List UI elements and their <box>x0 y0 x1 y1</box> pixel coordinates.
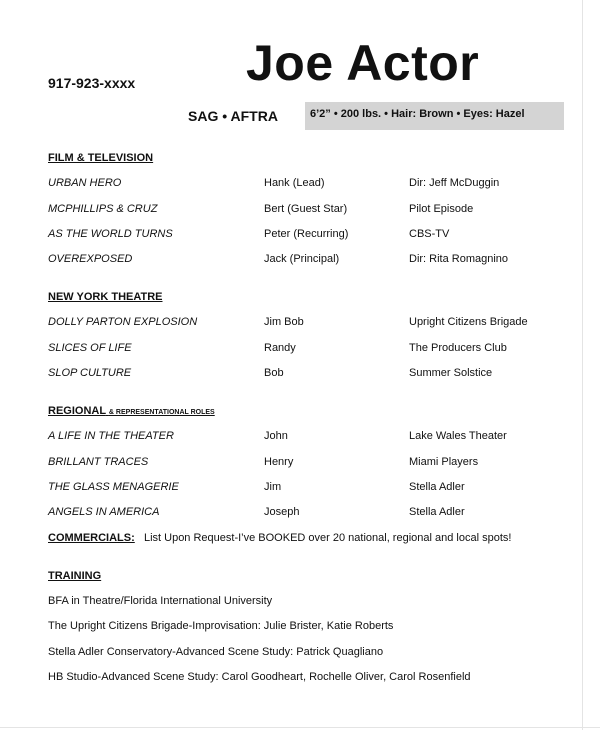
training-item: Stella Adler Conservatory-Advanced Scene Study: Patrick Quagliano <box>48 646 384 658</box>
credit-role: Henry <box>264 456 294 468</box>
credit-role: Bob <box>264 367 284 379</box>
credit-title: BRILLANT TRACES <box>48 456 149 468</box>
section-heading-ny-theatre: NEW YORK THEATRE <box>48 291 163 303</box>
commercials-line <box>48 532 511 544</box>
regional-heading-label: REGIONAL <box>48 405 106 417</box>
training-item: The Upright Citizens Brigade-Improvisation: Julie Brister, Katie Roberts <box>48 620 394 632</box>
credit-role: Hank (Lead) <box>264 177 325 189</box>
credit-title: AS THE WORLD TURNS <box>48 228 173 240</box>
section-heading-training: TRAINING <box>48 570 102 582</box>
credit-title: ANGELS IN AMERICA <box>48 506 160 518</box>
credit-title: THE GLASS MENAGERIE <box>48 481 179 493</box>
credit-role: Peter (Recurring) <box>264 228 349 240</box>
credit-detail: CBS-TV <box>409 228 450 240</box>
credit-detail: Dir: Rita Romagnino <box>409 253 509 265</box>
credit-role: Jack (Principal) <box>264 253 340 265</box>
credit-role: Randy <box>264 342 296 354</box>
phone-number: 917-923-xxxx <box>48 75 136 91</box>
table-row <box>0 367 600 383</box>
stats-box <box>305 102 564 130</box>
regional-subheading: & REPRESENTATIONAL ROLES <box>108 409 215 416</box>
section-heading-regional <box>48 405 215 417</box>
credit-title: SLICES OF LIFE <box>48 342 132 354</box>
credit-detail: Upright Citizens Brigade <box>409 316 528 328</box>
credit-detail: Summer Solstice <box>409 367 493 379</box>
actor-name: Joe Actor <box>246 35 480 91</box>
credit-title: DOLLY PARTON EXPLOSION <box>48 316 198 328</box>
table-row <box>0 316 600 332</box>
credit-detail: Lake Wales Theater <box>409 430 507 442</box>
credit-role: Bert (Guest Star) <box>264 203 348 215</box>
table-row <box>0 456 600 472</box>
credit-detail: Stella Adler <box>409 481 465 493</box>
table-row <box>0 203 600 219</box>
table-row <box>0 481 600 497</box>
credit-title: OVEREXPOSED <box>48 253 133 265</box>
credit-role: Jim <box>264 481 282 493</box>
credit-detail: Pilot Episode <box>409 203 474 215</box>
credit-title: A LIFE IN THE THEATER <box>48 430 174 442</box>
commercials-label: COMMERCIALS: <box>48 532 135 544</box>
credit-title: MCPHILLIPS & CRUZ <box>48 203 158 215</box>
training-item: HB Studio-Advanced Scene Study: Carol Goodheart, Rochelle Oliver, Carol Rosenfield <box>48 671 471 683</box>
credit-role: John <box>264 430 288 442</box>
training-item: BFA in Theatre/Florida International University <box>48 595 273 607</box>
credit-detail: Dir: Jeff McDuggin <box>409 177 500 189</box>
credit-title: SLOP CULTURE <box>48 367 132 379</box>
page-edge-bottom <box>0 727 600 728</box>
credit-title: URBAN HERO <box>48 177 122 189</box>
table-row <box>0 430 600 446</box>
table-row <box>0 506 600 522</box>
physical-stats: 6’2” • 200 lbs. • Hair: Brown • Eyes: Hazel <box>310 108 525 120</box>
credit-role: Jim Bob <box>264 316 304 328</box>
table-row <box>0 228 600 244</box>
section-heading-film-tv: FILM & TELEVISION <box>48 152 154 164</box>
table-row <box>0 253 600 269</box>
page-edge-right <box>582 0 583 730</box>
credit-detail: Stella Adler <box>409 506 465 518</box>
table-row <box>0 342 600 358</box>
credit-detail: Miami Players <box>409 456 479 468</box>
credit-role: Joseph <box>264 506 300 518</box>
commercials-text: List Upon Request-I’ve BOOKED over 20 national, regional and local spots! <box>143 532 512 544</box>
credit-detail: The Producers Club <box>409 342 507 354</box>
union-affiliations: SAG • AFTRA <box>188 108 278 124</box>
table-row <box>0 177 600 193</box>
